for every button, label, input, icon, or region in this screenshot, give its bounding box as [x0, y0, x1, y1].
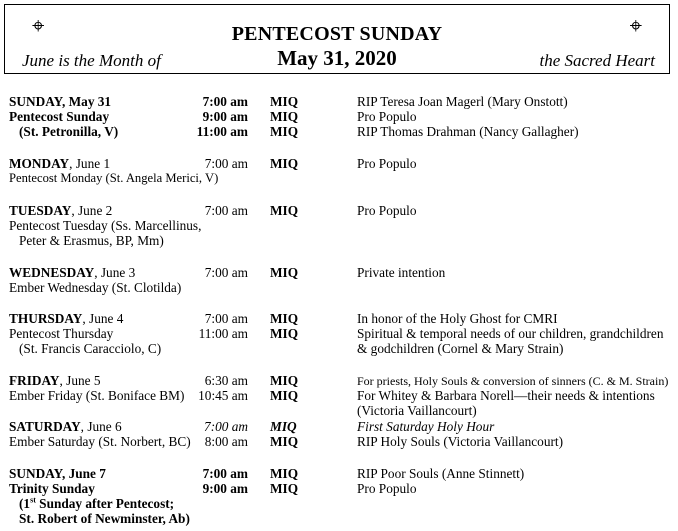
mass-location: MIQ	[270, 124, 299, 139]
mass-location: MIQ	[270, 265, 299, 280]
feast-name: Pentecost Thursday	[9, 326, 114, 341]
mass-location: MIQ	[270, 203, 299, 218]
mass-intention: RIP Holy Souls (Victoria Vaillancourt)	[357, 434, 564, 449]
mass-time: 8:00 am	[204, 434, 248, 449]
day-title: SUNDAY, May 31	[9, 94, 112, 109]
mass-intention: RIP Teresa Joan Magerl (Mary Onstott)	[357, 94, 568, 109]
mass-intention: RIP Thomas Drahman (Nancy Gallagher)	[357, 124, 579, 139]
page-title: PENTECOST SUNDAY	[231, 23, 443, 45]
day-title: SATURDAY, June 6	[9, 419, 122, 434]
mass-location: MIQ	[270, 156, 299, 171]
month-dedication-left: June is the Month of	[22, 51, 161, 70]
mass-time: 7:00 am	[202, 94, 248, 109]
mass-intention: In honor of the Holy Ghost for CMRI	[357, 311, 558, 326]
mass-time: 10:45 am	[198, 388, 248, 403]
bulletin-header	[4, 4, 670, 74]
mass-intention: Pro Populo	[357, 481, 417, 496]
feast-name: Ember Saturday (St. Norbert, BC)	[9, 434, 191, 449]
mass-intention: For Whitey & Barbara Norell—their needs & intentions	[357, 388, 655, 403]
feast-name: Pentecost Tuesday (Ss. Marcellinus,	[9, 218, 202, 233]
mass-time: 11:00 am	[196, 124, 248, 139]
day-title: WEDNESDAY, June 3	[9, 265, 136, 280]
mass-intention-cont: & godchildren (Cornel & Mary Strain)	[357, 341, 564, 356]
mass-location: MIQ	[270, 466, 299, 481]
mass-time: 9:00 am	[202, 481, 248, 496]
mass-time: 6:30 am	[204, 373, 248, 388]
mass-location: MIQ	[270, 388, 299, 403]
commemoration: (St. Francis Caracciolo, C)	[19, 341, 162, 356]
day-title: THURSDAY, June 4	[9, 311, 124, 326]
mass-time: 7:00 am	[204, 156, 248, 171]
mass-time: 9:00 am	[202, 109, 248, 124]
feast-name: Trinity Sunday	[9, 481, 95, 496]
mass-intention: Pro Populo	[357, 109, 417, 124]
feast-name: Ember Friday (St. Boniface BM)	[9, 388, 185, 403]
mass-intention: RIP Poor Souls (Anne Stinnett)	[357, 466, 525, 481]
feast-name-cont: Peter & Erasmus, BP, Mm)	[19, 233, 164, 248]
cross-icon: ⌖	[32, 13, 45, 38]
day-title: MONDAY, June 1	[9, 156, 111, 171]
commemoration-cont: St. Robert of Newminster, Ab)	[19, 511, 190, 526]
feast-name: Ember Wednesday (St. Clotilda)	[9, 280, 182, 295]
mass-location: MIQ	[270, 109, 299, 124]
mass-intention: For priests, Holy Souls & conversion of sinners (C. & M. Strain)	[357, 374, 669, 388]
mass-time: 7:00 am	[204, 419, 248, 434]
mass-location: MIQ	[270, 326, 299, 341]
mass-location: MIQ	[270, 419, 297, 434]
mass-location: MIQ	[270, 94, 299, 109]
mass-intention: First Saturday Holy Hour	[357, 419, 495, 434]
mass-time: 11:00 am	[198, 326, 248, 341]
feast-name: Pentecost Sunday	[9, 109, 110, 124]
commemoration: (St. Petronilla, V)	[19, 124, 119, 139]
mass-intention: Pro Populo	[357, 156, 417, 171]
mass-location: MIQ	[270, 481, 299, 496]
mass-intention-cont: (Victoria Vaillancourt)	[357, 403, 477, 418]
commemoration: (1st Sunday after Pentecost;	[19, 495, 175, 511]
cross-icon: ⌖	[629, 13, 642, 38]
mass-time: 7:00 am	[204, 203, 248, 218]
feast-name: Pentecost Monday (St. Angela Merici, V)	[9, 171, 219, 185]
mass-intention: Private intention	[357, 265, 446, 280]
mass-location: MIQ	[270, 434, 299, 449]
day-title: TUESDAY, June 2	[9, 203, 113, 218]
day-title: SUNDAY, June 7	[9, 466, 106, 481]
page-date: May 31, 2020	[277, 46, 397, 70]
mass-time: 7:00 am	[204, 311, 248, 326]
mass-intention: Spiritual & temporal needs of our children, grandchildren	[357, 326, 664, 341]
mass-time: 7:00 am	[204, 265, 248, 280]
mass-location: MIQ	[270, 311, 299, 326]
mass-time: 7:00 am	[202, 466, 248, 481]
day-title: FRIDAY, June 5	[9, 373, 101, 388]
mass-intention: Pro Populo	[357, 203, 417, 218]
month-dedication-right: the Sacred Heart	[539, 51, 655, 70]
mass-location: MIQ	[270, 373, 299, 388]
